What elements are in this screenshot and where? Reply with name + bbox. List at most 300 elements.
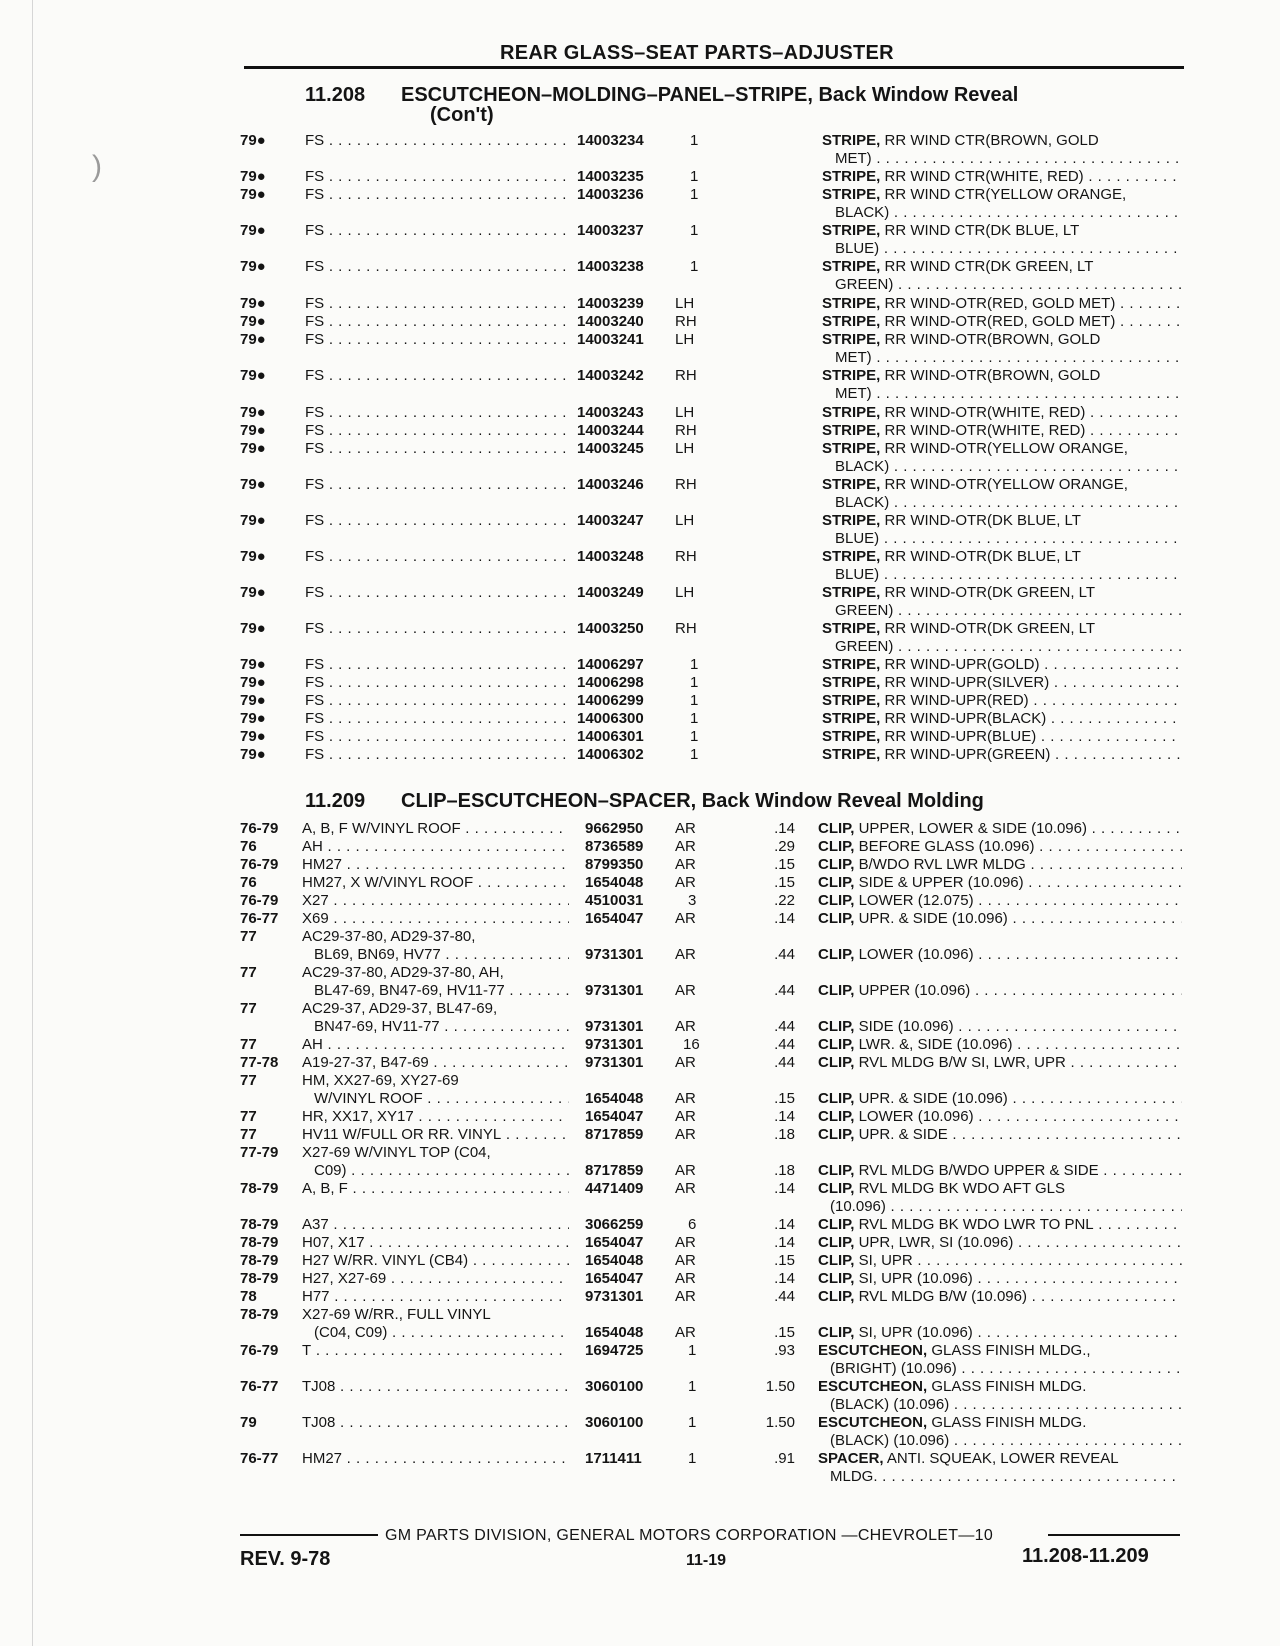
- part-number: 8717859: [585, 1162, 644, 1179]
- model-code: W/VINYL ROOF . . .: [314, 1090, 569, 1108]
- unit-price: .44: [774, 1018, 795, 1035]
- part-number: 14003246: [577, 476, 644, 493]
- quantity: LH: [675, 331, 695, 348]
- page-number: 11-19: [686, 1552, 727, 1569]
- description-continuation: BLUE) . . .: [835, 566, 1182, 584]
- quantity: AR: [675, 856, 696, 873]
- quantity: AR: [675, 1090, 696, 1107]
- unit-price: .15: [774, 1252, 795, 1269]
- unit-price: 1.50: [765, 1378, 795, 1395]
- part-description: [818, 838, 1182, 856]
- revision-label: REV. 9-78: [240, 1548, 331, 1570]
- description-keyword: STRIPE,: [822, 656, 881, 673]
- quantity: AR: [675, 1126, 696, 1143]
- quantity: AR: [675, 1234, 696, 1251]
- part-number: 9662950: [585, 820, 644, 837]
- part-description: [818, 1234, 1182, 1252]
- part-description: [818, 1216, 1182, 1234]
- model-year-key: 79●: [240, 132, 266, 149]
- model-code: FS . . .: [305, 692, 567, 710]
- part-number: 9731301: [585, 1036, 644, 1053]
- part-number: 1654047: [585, 910, 644, 927]
- model-code-line1: X27-69 W/VINYL TOP (C04,: [302, 1144, 491, 1161]
- description-keyword: STRIPE,: [822, 674, 881, 691]
- description-continuation: BLUE) . . .: [835, 530, 1182, 548]
- part-number: 9731301: [585, 982, 644, 999]
- description-keyword: ESCUTCHEON,: [818, 1378, 928, 1395]
- part-number: 9731301: [585, 1018, 644, 1035]
- model-code: A, B, F W/VINYL ROOF . . .: [302, 820, 569, 838]
- part-number: 1654047: [585, 1234, 644, 1251]
- section-11-209-title: [305, 791, 984, 812]
- model-code: X69 . . .: [302, 910, 569, 928]
- unit-price: .93: [774, 1342, 795, 1359]
- part-description: [818, 892, 1182, 910]
- quantity: 1: [690, 656, 699, 673]
- part-number: 9731301: [585, 1054, 644, 1071]
- quantity: 1: [690, 746, 699, 763]
- description-keyword: CLIP,: [818, 874, 855, 891]
- part-description: [822, 168, 1182, 186]
- part-description: [818, 1180, 1182, 1198]
- part-number: 14006297: [577, 656, 644, 673]
- description-keyword: STRIPE,: [822, 186, 881, 203]
- quantity: LH: [675, 512, 695, 529]
- quantity: 3: [688, 892, 697, 909]
- part-description: [822, 132, 1182, 150]
- binding-margin-line: [32, 0, 33, 1646]
- section-range: 11.208-11.209: [1022, 1545, 1149, 1567]
- description-keyword: STRIPE,: [822, 620, 881, 637]
- unit-price: .15: [774, 1324, 795, 1341]
- model-code-line1: HM, XX27-69, XY27-69: [302, 1072, 459, 1089]
- part-description: [818, 1342, 1182, 1360]
- description-keyword: STRIPE,: [822, 222, 881, 239]
- model-year-key: 79●: [240, 222, 266, 239]
- description-text: RR WIND-UPR(GREEN): [880, 746, 1051, 763]
- description-keyword: STRIPE,: [822, 512, 881, 529]
- description-text: B/WDO RVL LWR MLDG: [854, 856, 1026, 873]
- part-number: 14003237: [577, 222, 644, 239]
- part-description: [818, 1450, 1182, 1468]
- part-number: 14006302: [577, 746, 644, 763]
- model-year-key: 79●: [240, 186, 266, 203]
- description-text: RR WIND CTR(DK GREEN, LT: [880, 258, 1094, 275]
- part-number: 14003241: [577, 331, 644, 348]
- description-keyword: CLIP,: [818, 1180, 855, 1197]
- part-description: [818, 1018, 1182, 1036]
- part-description: [818, 1090, 1182, 1108]
- part-number: 1654048: [585, 1252, 644, 1269]
- description-text: RR WIND-OTR(DK BLUE, LT: [880, 512, 1081, 529]
- description-text: RR WIND CTR(YELLOW ORANGE,: [880, 186, 1127, 203]
- model-year-key: 78-79: [240, 1306, 279, 1323]
- part-number: 14003249: [577, 584, 644, 601]
- description-text: LOWER (12.075): [854, 892, 974, 909]
- model-year-key: 76-79: [240, 1342, 279, 1359]
- section-11-208-title: [305, 85, 1018, 106]
- model-year-key: 76-79: [240, 820, 279, 837]
- part-description: [818, 1162, 1182, 1180]
- unit-price: .44: [774, 1036, 795, 1053]
- part-description: [818, 1288, 1182, 1306]
- unit-price: .14: [774, 1108, 795, 1125]
- model-year-key: 79●: [240, 422, 266, 439]
- model-code: AH . . .: [302, 838, 569, 856]
- unit-price: .14: [774, 1234, 795, 1251]
- description-keyword: STRIPE,: [822, 367, 881, 384]
- part-description: [822, 258, 1182, 276]
- description-text: SIDE (10.096): [854, 1018, 954, 1035]
- model-code: FS . . .: [305, 728, 567, 746]
- part-description: [822, 186, 1182, 204]
- description-text: RR WIND CTR(DK BLUE, LT: [880, 222, 1080, 239]
- description-continuation: GREEN) . . .: [835, 638, 1182, 656]
- unit-price: .14: [774, 820, 795, 837]
- unit-price: .15: [774, 856, 795, 873]
- quantity: 1: [690, 168, 699, 185]
- model-code-line1: AC29-37-80, AD29-37-80, AH,: [302, 964, 504, 981]
- description-text: ANTI. SQUEAK, LOWER REVEAL: [883, 1450, 1119, 1467]
- quantity: 1: [690, 710, 699, 727]
- model-year-key: 76-77: [240, 910, 279, 927]
- part-number: 14003234: [577, 132, 644, 149]
- model-year-key: 79●: [240, 512, 266, 529]
- model-code: FS . . .: [305, 440, 567, 458]
- model-code: TJ08 . . .: [302, 1378, 569, 1396]
- model-code: FS . . .: [305, 512, 567, 530]
- model-code: FS . . .: [305, 313, 567, 331]
- description-text: RR WIND-OTR(BROWN, GOLD: [880, 367, 1101, 384]
- model-year-key: 79●: [240, 710, 266, 727]
- model-code: H07, X17 . . .: [302, 1234, 569, 1252]
- model-year-key: 79●: [240, 295, 266, 312]
- model-code: FS . . .: [305, 222, 567, 240]
- model-code: TJ08 . . .: [302, 1414, 569, 1432]
- part-description: [822, 728, 1182, 746]
- unit-price: 1.50: [765, 1414, 795, 1431]
- part-number: 1654048: [585, 1324, 644, 1341]
- model-code: FS . . .: [305, 132, 567, 150]
- description-keyword: SPACER,: [818, 1450, 884, 1467]
- model-year-key: 76-79: [240, 856, 279, 873]
- quantity: RH: [675, 313, 697, 330]
- model-code: FS . . .: [305, 674, 567, 692]
- model-year-key: 78: [240, 1288, 257, 1305]
- part-number: 3066259: [585, 1216, 644, 1233]
- model-year-key: 77: [240, 1108, 257, 1125]
- description-keyword: ESCUTCHEON,: [818, 1342, 928, 1359]
- part-number: 1654048: [585, 874, 644, 891]
- description-text: RVL MLDG B/W SI, LWR, UPR: [854, 1054, 1066, 1071]
- description-text: RR WIND-OTR(DK GREEN, LT: [880, 584, 1096, 601]
- description-text: RR WIND-OTR(RED, GOLD MET): [880, 313, 1116, 330]
- part-number: 14003244: [577, 422, 644, 439]
- description-continuation: BLACK) . . .: [835, 204, 1182, 222]
- description-text: SI, UPR (10.096): [854, 1324, 973, 1341]
- model-year-key: 79●: [240, 548, 266, 565]
- model-year-key: 79●: [240, 728, 266, 745]
- footer-division: GM PARTS DIVISION, GENERAL MOTORS CORPORATION —CHEVROLET—10: [385, 1527, 994, 1544]
- part-description: [822, 222, 1182, 240]
- model-code: HV11 W/FULL OR RR. VINYL . . .: [302, 1126, 569, 1144]
- part-number: 14003238: [577, 258, 644, 275]
- model-year-key: 77: [240, 1072, 257, 1089]
- description-text: RR WIND-OTR(DK GREEN, LT: [880, 620, 1096, 637]
- description-text: UPR. & SIDE (10.096): [854, 1090, 1008, 1107]
- description-text: BEFORE GLASS (10.096): [854, 838, 1035, 855]
- part-description: [822, 584, 1182, 602]
- description-continuation: (10.096) . . .: [830, 1198, 1182, 1216]
- description-keyword: CLIP,: [818, 1216, 855, 1233]
- model-code: FS . . .: [305, 620, 567, 638]
- description-keyword: STRIPE,: [822, 404, 881, 421]
- part-description: [822, 313, 1182, 331]
- model-code: FS . . .: [305, 476, 567, 494]
- part-number: 9731301: [585, 1288, 644, 1305]
- part-number: 1694725: [585, 1342, 644, 1359]
- part-number: 14003242: [577, 367, 644, 384]
- model-year-key: 78-79: [240, 1180, 279, 1197]
- part-number: 8736589: [585, 838, 644, 855]
- description-text: RR WIND-UPR(BLACK): [880, 710, 1047, 727]
- model-code: FS . . .: [305, 746, 567, 764]
- part-number: 1711411: [585, 1450, 642, 1467]
- description-keyword: CLIP,: [818, 892, 855, 909]
- header-rule: [244, 66, 1184, 69]
- model-code: FS . . .: [305, 168, 567, 186]
- unit-price: .44: [774, 982, 795, 999]
- description-text: RR WIND-OTR(BROWN, GOLD: [880, 331, 1101, 348]
- description-continuation: BLACK) . . .: [835, 494, 1182, 512]
- unit-price: .14: [774, 1216, 795, 1233]
- description-continuation: MET) . . .: [835, 349, 1182, 367]
- part-number: 14003245: [577, 440, 644, 457]
- model-code: FS . . .: [305, 422, 567, 440]
- model-code: BL69, BN69, HV77 . . .: [314, 946, 569, 964]
- part-description: [822, 656, 1182, 674]
- unit-price: .15: [774, 874, 795, 891]
- description-text: UPPER, LOWER & SIDE (10.096): [854, 820, 1087, 837]
- description-text: UPR. & SIDE (10.096): [854, 910, 1008, 927]
- quantity: 1: [690, 258, 699, 275]
- part-description: [818, 1270, 1182, 1288]
- description-text: RVL MLDG B/WDO UPPER & SIDE: [854, 1162, 1099, 1179]
- section-heading: ESCUTCHEON–MOLDING–PANEL–STRIPE, Back Window Reveal: [401, 84, 1019, 106]
- part-number: 14003243: [577, 404, 644, 421]
- description-keyword: CLIP,: [818, 838, 855, 855]
- description-text: GLASS FINISH MLDG.,: [927, 1342, 1091, 1359]
- model-year-key: 77: [240, 964, 257, 981]
- description-keyword: STRIPE,: [822, 331, 881, 348]
- model-year-key: 77: [240, 928, 257, 945]
- description-keyword: CLIP,: [818, 1054, 855, 1071]
- description-text: RR WIND-OTR(WHITE, RED): [880, 422, 1086, 439]
- part-description: [822, 404, 1182, 422]
- description-text: LOWER (10.096): [854, 946, 974, 963]
- unit-price: .29: [774, 838, 795, 855]
- description-text: RVL MLDG B/W (10.096): [854, 1288, 1027, 1305]
- part-description: [822, 367, 1182, 385]
- model-code-line1: AC29-37, AD29-37, BL47-69,: [302, 1000, 498, 1017]
- quantity: 1: [690, 692, 699, 709]
- description-text: RVL MLDG BK WDO LWR TO PNL: [854, 1216, 1094, 1233]
- unit-price: .14: [774, 1270, 795, 1287]
- part-description: [818, 1054, 1182, 1072]
- model-year-key: 77: [240, 1126, 257, 1143]
- unit-price: .15: [774, 1090, 795, 1107]
- quantity: AR: [675, 838, 696, 855]
- description-continuation: GREEN) . . .: [835, 276, 1182, 294]
- model-year-key: 77: [240, 1036, 257, 1053]
- description-keyword: STRIPE,: [822, 476, 881, 493]
- description-keyword: STRIPE,: [822, 728, 881, 745]
- model-year-key: 76: [240, 874, 257, 891]
- description-text: LOWER (10.096): [854, 1108, 974, 1125]
- description-text: RR WIND-OTR(DK BLUE, LT: [880, 548, 1081, 565]
- model-code: FS . . .: [305, 548, 567, 566]
- quantity: AR: [675, 1180, 696, 1197]
- description-text: RR WIND-UPR(SILVER): [880, 674, 1050, 691]
- unit-price: .91: [774, 1450, 795, 1467]
- footer-rule-right: [1048, 1534, 1180, 1536]
- model-year-key: 78-79: [240, 1270, 279, 1287]
- model-year-key: 78-79: [240, 1252, 279, 1269]
- quantity: AR: [675, 946, 696, 963]
- description-keyword: CLIP,: [818, 1018, 855, 1035]
- description-continuation: (BLACK) (10.096) . . .: [830, 1432, 1182, 1450]
- model-year-key: 79●: [240, 367, 266, 384]
- model-year-key: 79●: [240, 331, 266, 348]
- model-year-key: 79: [240, 1414, 257, 1431]
- description-keyword: STRIPE,: [822, 168, 881, 185]
- part-description: [822, 422, 1182, 440]
- description-keyword: CLIP,: [818, 1036, 855, 1053]
- quantity: AR: [675, 910, 696, 927]
- model-year-key: 76-77: [240, 1378, 279, 1395]
- description-keyword: STRIPE,: [822, 692, 881, 709]
- part-number: 3060100: [585, 1378, 644, 1395]
- part-number: 14006298: [577, 674, 644, 691]
- quantity: 1: [688, 1378, 697, 1395]
- quantity: 6: [688, 1216, 697, 1233]
- model-code: HM27 . . .: [302, 856, 569, 874]
- description-keyword: STRIPE,: [822, 548, 881, 565]
- description-keyword: STRIPE,: [822, 440, 881, 457]
- model-code: FS . . .: [305, 584, 567, 602]
- description-text: UPR, LWR, SI (10.096): [854, 1234, 1014, 1251]
- model-code: C09) . . .: [314, 1162, 569, 1180]
- part-number: 14003247: [577, 512, 644, 529]
- model-year-key: 79●: [240, 584, 266, 601]
- part-description: [822, 548, 1182, 566]
- part-number: 4510031: [585, 892, 644, 909]
- quantity: 1: [690, 186, 699, 203]
- quantity: AR: [675, 1288, 696, 1305]
- part-description: [822, 710, 1182, 728]
- part-description: [818, 982, 1182, 1000]
- description-keyword: STRIPE,: [822, 584, 881, 601]
- part-description: [818, 1414, 1182, 1432]
- description-keyword: STRIPE,: [822, 258, 881, 275]
- part-number: 14003250: [577, 620, 644, 637]
- description-keyword: ESCUTCHEON,: [818, 1414, 928, 1431]
- part-description: [822, 692, 1182, 710]
- quantity: 1: [690, 674, 699, 691]
- part-number: 1654047: [585, 1270, 644, 1287]
- description-text: RR WIND-UPR(GOLD): [880, 656, 1040, 673]
- model-code: A, B, F . . .: [302, 1180, 569, 1198]
- quantity: AR: [675, 982, 696, 999]
- unit-price: .44: [774, 946, 795, 963]
- part-number: 8799350: [585, 856, 644, 873]
- description-text: SI, UPR: [854, 1252, 913, 1269]
- part-description: [822, 620, 1182, 638]
- description-text: GLASS FINISH MLDG.: [927, 1414, 1087, 1431]
- description-keyword: CLIP,: [818, 910, 855, 927]
- quantity: RH: [675, 620, 697, 637]
- model-code: A19-27-37, B47-69 . . .: [302, 1054, 569, 1072]
- model-year-key: 77-78: [240, 1054, 279, 1071]
- description-keyword: CLIP,: [818, 1234, 855, 1251]
- part-number: 4471409: [585, 1180, 644, 1197]
- model-year-key: 79●: [240, 476, 266, 493]
- description-continuation: (BRIGHT) (10.096) . . .: [830, 1360, 1182, 1378]
- model-code: A37 . . .: [302, 1216, 569, 1234]
- model-code: HM27 . . .: [302, 1450, 569, 1468]
- model-code: FS . . .: [305, 710, 567, 728]
- quantity: AR: [675, 1270, 696, 1287]
- model-code: (C04, C09) . . .: [314, 1324, 569, 1342]
- description-continuation: MLDG. . . .: [830, 1468, 1182, 1486]
- part-description: [818, 1036, 1182, 1054]
- model-code: FS . . .: [305, 331, 567, 349]
- part-number: 14006300: [577, 710, 644, 727]
- part-number: 1654048: [585, 1090, 644, 1107]
- model-code: FS . . .: [305, 404, 567, 422]
- model-year-key: 79●: [240, 168, 266, 185]
- description-text: SIDE & UPPER (10.096): [854, 874, 1024, 891]
- quantity: AR: [675, 1324, 696, 1341]
- model-year-key: 78-79: [240, 1234, 279, 1251]
- description-text: RR WIND CTR(BROWN, GOLD: [880, 132, 1099, 149]
- part-description: [818, 856, 1182, 874]
- part-description: [822, 440, 1182, 458]
- quantity: 1: [690, 132, 699, 149]
- description-keyword: STRIPE,: [822, 710, 881, 727]
- description-text: RVL MLDG BK WDO AFT GLS: [854, 1180, 1066, 1197]
- model-code: H77 . . .: [302, 1288, 569, 1306]
- quantity: LH: [675, 440, 695, 457]
- part-description: [818, 946, 1182, 964]
- model-year-key: 79●: [240, 313, 266, 330]
- description-text: RR WIND CTR(WHITE, RED): [880, 168, 1084, 185]
- model-code: HR, XX17, XY17 . . .: [302, 1108, 569, 1126]
- description-text: UPPER (10.096): [854, 982, 971, 999]
- quantity: 16: [683, 1036, 700, 1053]
- unit-price: .14: [774, 910, 795, 927]
- model-code: FS . . .: [305, 367, 567, 385]
- quantity: RH: [675, 548, 697, 565]
- description-keyword: STRIPE,: [822, 313, 881, 330]
- description-text: LWR. &, SIDE (10.096): [854, 1036, 1013, 1053]
- part-description: [822, 331, 1182, 349]
- description-keyword: CLIP,: [818, 1324, 855, 1341]
- part-description: [818, 1378, 1182, 1396]
- part-description: [822, 295, 1182, 313]
- quantity: AR: [675, 1252, 696, 1269]
- quantity: LH: [675, 584, 695, 601]
